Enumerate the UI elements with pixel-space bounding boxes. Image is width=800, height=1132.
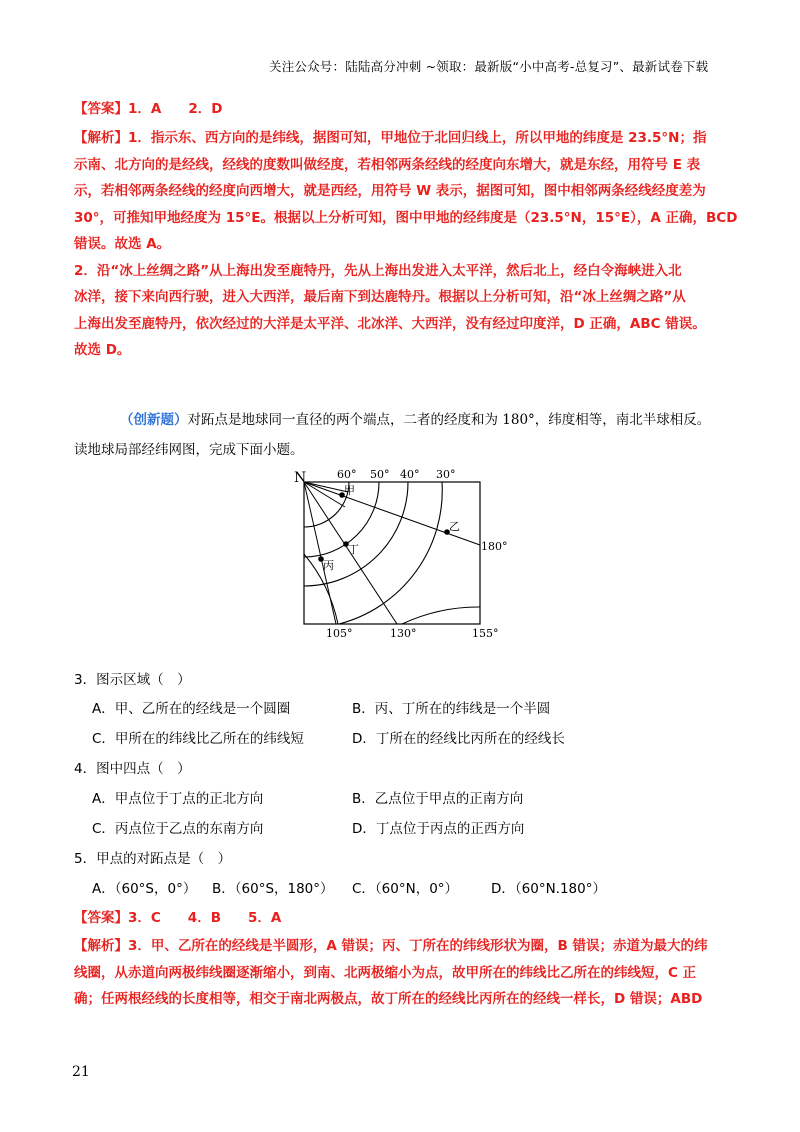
lat-label: 30° [436,468,456,481]
point-label: 乙 [449,520,460,533]
explanation-line: 30°，可推知甲地经度为 15°E。根据以上分析可知，图中甲地的经纬度是（23.5°N，15°E），A 正确，BCD [74,209,738,226]
question-4-stem: 4．图中四点（ ） [74,761,191,777]
q3-option-a[interactable]: A．甲、乙所在的经线是一个圆圈 [92,701,291,717]
explanation-line: 确；任两根经线的长度相等，相交于南北两极点，故丁所在的经线比丙所在的经线一样长，D 错误；ABD [74,991,703,1007]
answer-block-2 [74,906,281,926]
explanation-line: 【解析】3．甲、乙所在的经线是半圆形，A 错误；丙、丁所在的纬线形状为圈，B 错误；赤道为最大的纬 [74,938,708,954]
lat-label: 60° [337,468,357,481]
q5-option-a[interactable]: A．（60°S，0°） [92,881,197,897]
explanation-tag: 【解析】 [74,938,128,954]
q5-option-b[interactable]: B．（60°S，180°） [212,881,334,897]
explanation-line: 【解析】1．指示东、西方向的是纬线，据图可知，甲地位于北回归线上，所以甲地的纬度是 23.5°N；指 [74,130,707,146]
explanation-line: 故选 D。 [74,342,131,358]
q5-option-c[interactable]: C．（60°N，0°） [352,881,459,897]
question-3-stem: 3．图示区域（ ） [74,672,191,688]
latitude-60-arc [304,482,349,527]
question-intro-line2: 读地球局部经纬网图，完成下面小题。 [74,442,304,458]
q4-option-c[interactable]: C．丙点位于乙点的东南方向 [92,821,264,837]
answer-text: 1．A 2．D [128,101,223,117]
meridian-180 [304,482,480,545]
point-label: 丙 [323,559,334,572]
q4-option-b[interactable]: B．乙点位于甲点的正南方向 [352,791,524,807]
point-label: 丁 [348,543,359,556]
question-intro-line1: （创新题）对跖点是地球同一直径的两个端点，二者的经度和为 180°，纬度相等，南北半球相反。 [120,412,711,428]
lon-label: 105° [326,627,353,640]
q4-option-a[interactable]: A．甲点位于丁点的正北方向 [92,791,264,807]
q5-option-d[interactable]: D．（60°N.180°） [491,881,606,897]
north-pole-label: N [294,470,307,486]
explanation-line: 线圈，从赤道向两极纬线圈逐渐缩小，到南、北两极缩小为点，故甲所在的纬线比乙所在的纬线短，C 正 [74,964,697,981]
q3-option-d[interactable]: D．丁所在的经线比丙所在的经线长 [352,731,565,747]
explanation-line: 示南、北方向的是经线，经线的度数叫做经度，若相邻两条经线的经度向东增大，就是东经，用符号 E 表 [74,156,701,173]
q3-option-c[interactable]: C．甲所在的纬线比乙所在的纬线短 [92,731,304,747]
explanation-block-2 [74,933,742,1013]
lat-label: 40° [400,468,420,481]
q3-option-b[interactable]: B．丙、丁所在的纬线是一个半圆 [352,701,551,717]
explanation-line: 冰洋，接下来向西行驶，进入大西洋，最后南下到达鹿特丹。根据以上分析可知，沿“冰上丝绸之路”从 [74,289,686,305]
lon-label: 130° [390,627,417,640]
lat-label: 50° [370,468,390,481]
answer-tag: 【答案】 [74,910,128,926]
point-label: 甲 [344,484,355,497]
question-5-stem: 5．甲点的对跖点是（ ） [74,851,232,867]
page-number: 21 [72,1064,90,1080]
answer-block-1 [74,97,222,117]
answer-text: 3．C 4．B 5．A [128,910,282,926]
explanation-block-1 [74,125,742,364]
lon-label-180: 180° [481,540,508,553]
explanation-line: 上海出发至鹿特丹，依次经过的大洋是太平洋、北冰洋、大西洋，没有经过印度洋，D 正确，ABC 错误。 [74,315,706,332]
meridian-short-b [304,482,348,492]
innovation-tag: （创新题） [120,412,188,428]
header-promo: 关注公众号：陆陆高分冲刺 ~领取：最新版“小中高考-总复习”、最新试卷下载 [269,59,709,74]
q4-option-d[interactable]: D．丁点位于丙点的正西方向 [352,821,525,837]
explanation-line: 2．沿“冰上丝绸之路”从上海出发至鹿特丹，先从上海出发进入太平洋，然后北上，经白令海峡进入北 [74,262,682,279]
meridian-105 [304,482,336,624]
answer-tag: 【答案】 [74,101,128,117]
explanation-line: 错误。故选 A。 [74,236,171,252]
explanation-tag: 【解析】 [74,130,128,146]
meridian-arc-155 [402,607,480,624]
graticule-figure [290,462,510,642]
lon-label: 155° [472,627,499,640]
explanation-line: 示，若相邻两条经线的经度向西增大，就是西经，用符号 W 表示，据图可知，图中相邻两条经线经度差为 [74,183,706,199]
latitude-40-arc [304,482,408,586]
